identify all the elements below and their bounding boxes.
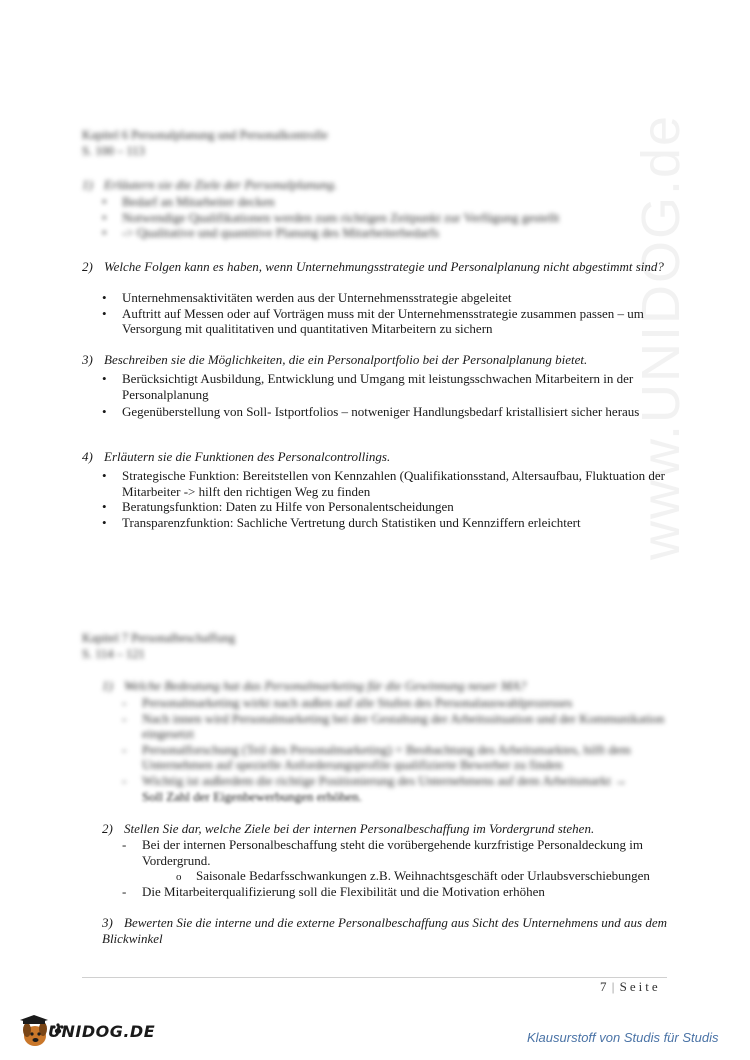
chapter6-title: Kapitel 6 Personalplanung und Personalkontrolle [82, 128, 328, 142]
question-3-answers [100, 371, 665, 420]
sub-bullet-marker: o [176, 871, 182, 883]
question-text: Erläutern sie die Funktionen des Personalcontrollings. [104, 449, 391, 464]
page-number-value: 7 [600, 979, 608, 994]
question-number: 2) [82, 259, 93, 274]
list-item: • Unternehmensaktivitäten werden aus der Unternehmensstrategie abgeleitet [100, 290, 665, 306]
sub-list-item [176, 868, 650, 886]
sub-list-text: Saisonale Bedarfsschwankungen z.B. Weihnachtsgeschäft oder Urlaubsverschiebungen [196, 868, 650, 883]
list-item: • Beratungsfunktion: Daten zu Hilfe von Personalentscheidungen [100, 499, 665, 515]
list-item: • Auftritt auf Messen oder auf Vorträgen muss mit der Unternehmensstrategie zusammen passen – um Versorgung mit qualititativen und quantitativen Mitarbeitern zu sichern [100, 306, 665, 337]
logo-text: UNIDOG.DE [48, 1022, 156, 1041]
list-item: - Wichtig ist außerdem die richtige Positionierung des Unternehmens auf dem Arbeitsmarkt → [120, 773, 670, 789]
list-item: • Bedarf an Mitarbeiter decken [100, 194, 665, 210]
chapter7-question-1 [102, 678, 672, 694]
list-item: - Personalforschung (Teil des Personalmarketing) = Beobachtung des Arbeitsmarktes, hilft dem Unternehmen auf spezielle Anforderungsprofile qualifizierte Bewerber zu finden [120, 742, 670, 773]
chapter7-pages: S. 114 – 121 [82, 647, 145, 661]
question-number: 4) [82, 449, 93, 464]
page-word: Seite [619, 979, 661, 994]
question-text: Beschreiben sie die Möglichkeiten, die ein Personalportfolio bei der Personalplanung bietet. [104, 352, 588, 367]
question-text: Welche Folgen kann es haben, wenn Unternehmungsstrategie und Personalplanung nicht abgestimmt sind? [104, 259, 664, 274]
tagline: Klausurstoff von Studis für Studis [527, 1030, 719, 1045]
question-1-answers [100, 194, 665, 241]
list-item: • -> Qualitative und quantitive Planung des Mitarbeiterbedarfs [100, 225, 665, 241]
list-item: • Gegenüberstellung von Soll- Istportfolios – notweniger Handlungsbedarf kristallisiert sicher heraus [100, 404, 665, 420]
chapter7-question-2 [102, 821, 672, 837]
chapter7-question-2-answers-cont [120, 884, 670, 900]
chapter6-pages: S. 100 – 113 [82, 144, 145, 158]
footer-divider [82, 977, 667, 978]
dog-icon [20, 1015, 48, 1046]
list-item: • Notwendige Qualifikationen werden zum richtigen Zeitpunkt zur Verfügung gestellt [100, 210, 665, 226]
chapter7-title: Kapitel 7 Personalbeschaffung [82, 631, 236, 645]
chapter7-question-2-answers [120, 837, 670, 868]
list-item: • Berücksichtigt Ausbildung, Entwicklung und Umgang mit leistungsschwachen Mitarbeitern in der Personalplanung [100, 371, 665, 402]
question-2 [82, 259, 682, 275]
list-item: - Bei der internen Personalbeschaffung steht die vorübergehende kurzfristige Personaldeckung im Vordergrund. [120, 837, 670, 868]
list-item: - Personalmarketing wirkt nach außen auf alle Stufen des Personalauswahlprozesses [120, 695, 670, 711]
question-3 [82, 352, 682, 368]
list-item: • Strategische Funktion: Bereitstellen von Kennzahlen (Qualifikationsstand, Altersaufbau, Fluktuation der Mitarbeiter -> hilft den richtigen Weg zu finden [100, 468, 665, 499]
page-number [600, 979, 661, 995]
chapter7-question-3 [102, 915, 667, 947]
question-text: Welche Bedeutung hat das Personalmarketing für die Gewinnung neuer MA? [124, 678, 527, 693]
question-4 [82, 449, 682, 465]
list-item: - Nach innen wird Personalmarketing bei der Gestaltung der Arbeitssituation und der Kommunikation eingesetzt [120, 711, 670, 742]
question-text: Erläutern sie die Ziele der Personalplanung. [104, 177, 338, 192]
question-number: 1) [102, 678, 113, 693]
question-2-answers [100, 290, 665, 337]
chapter7-question-1-answers [120, 695, 670, 788]
question-text: Stellen Sie dar, welche Ziele bei der internen Personalbeschaffung im Vordergrund stehen. [124, 821, 595, 836]
question-1 [82, 177, 682, 193]
question-number: 3) [102, 915, 113, 930]
question-number: 1) [82, 177, 93, 192]
watermark: www.UNIDOG.de [631, 113, 691, 560]
list-item: • Transparenzfunktion: Sachliche Vertretung durch Statistiken und Kennziffern erleichtert [100, 515, 665, 531]
question-text: Bewerten Sie die interne und die externe Personalbeschaffung aus Sicht des Unternehmens und aus dem Blickwinkel [102, 915, 667, 946]
question-number: 3) [82, 352, 93, 367]
list-item: - Die Mitarbeiterqualifizierung soll die Flexibilität und die Motivation erhöhen [120, 884, 670, 900]
question-number: 2) [102, 821, 113, 836]
chapter7-question-1-last-line: Soll Zahl der Eigenbewerbungen erhöhen. [142, 789, 362, 804]
page-separator: | [611, 979, 616, 994]
question-4-answers [100, 468, 665, 530]
